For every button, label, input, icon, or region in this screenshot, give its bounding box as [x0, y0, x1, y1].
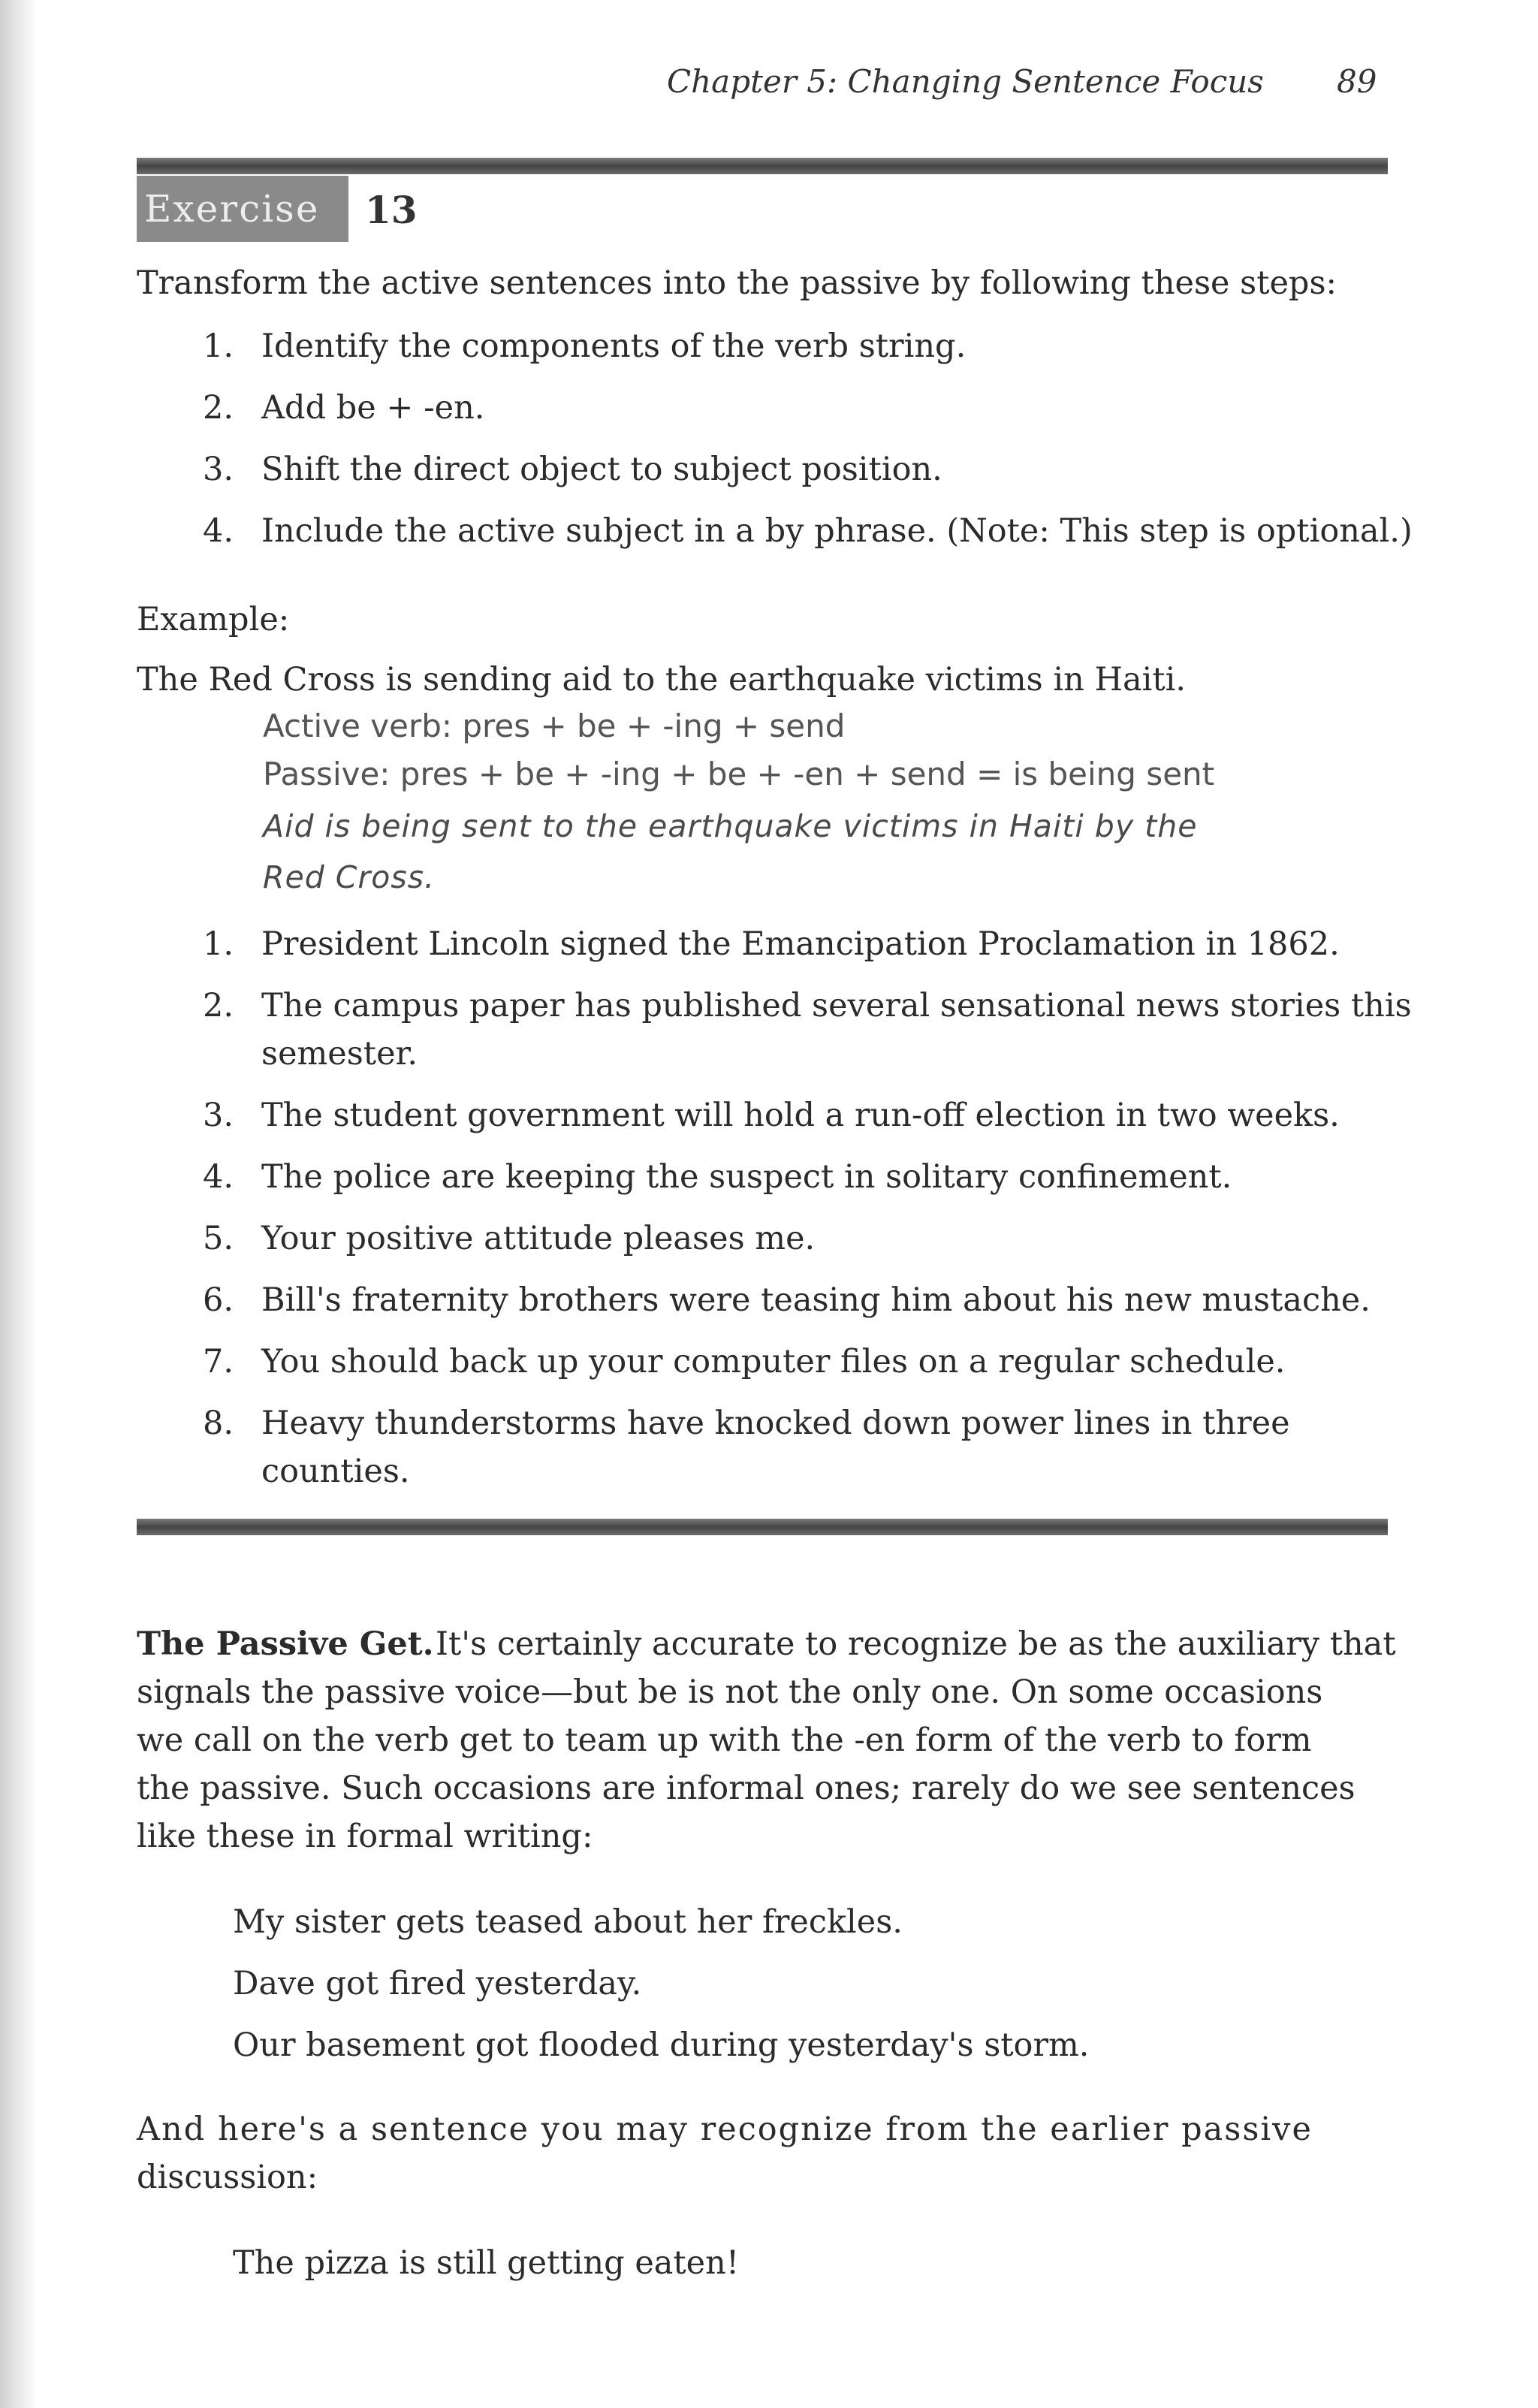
exercise-top-rule	[137, 158, 1388, 174]
example-sentence: The Red Cross is sending aid to the earthquake victims in Haiti.	[137, 661, 1187, 699]
paragraph-line: It's certainly accurate to recognize be as the auxiliary that	[436, 1625, 1396, 1663]
item-text: Heavy thunderstorms have knocked down power lines in three	[261, 1405, 1290, 1442]
step-number: 4.	[203, 512, 234, 550]
example-sentence: Dave got fired yesterday.	[233, 1965, 642, 2002]
exercise-badge-label: Exercise	[144, 187, 320, 231]
running-head: Chapter 5: Changing Sentence Focus	[667, 63, 1264, 100]
item-number: 2.	[203, 987, 234, 1024]
exercise-bottom-rule	[137, 1519, 1388, 1535]
item-number: 1.	[203, 925, 234, 963]
item-text: President Lincoln signed the Emancipation Proclamation in 1862.	[261, 925, 1340, 963]
item-text: The student government will hold a run-off election in two weeks.	[261, 1097, 1340, 1134]
paragraph-line: the passive. Such occasions are informal ones; rarely do we see sentences	[137, 1770, 1356, 1807]
step-text: Shift the direct object to subject position.	[261, 451, 942, 488]
item-number: 5.	[203, 1220, 234, 1257]
paragraph-line: And here's a sentence you may recognize from the earlier passive	[137, 2111, 1313, 2148]
step-text: Add be + -en.	[261, 389, 485, 427]
example-passive-verb: Passive: pres + be + -ing + be + -en + send = is being sent	[263, 756, 1215, 792]
step-number: 1.	[203, 327, 234, 365]
paragraph-line: we call on the verb get to team up with the -en form of the verb to form	[137, 1722, 1312, 1759]
item-number: 6.	[203, 1281, 234, 1319]
item-text: Bill's fraternity brothers were teasing him about his new mustache.	[261, 1281, 1371, 1319]
step-number: 3.	[203, 451, 234, 488]
item-number: 3.	[203, 1097, 234, 1134]
paragraph-line: discussion:	[137, 2159, 318, 2196]
item-text: The police are keeping the suspect in solitary confinement.	[261, 1158, 1232, 1196]
exercise-badge	[137, 176, 348, 242]
section-heading: The Passive Get.	[137, 1625, 434, 1663]
paragraph-line: signals the passive voice—but be is not the only one. On some occasions	[137, 1673, 1323, 1711]
exercise-number: 13	[365, 188, 418, 232]
example-sentence: Our basement got flooded during yesterday's storm.	[233, 2026, 1090, 2064]
example-active-verb: Active verb: pres + be + -ing + send	[263, 708, 846, 744]
item-text: Your positive attitude pleases me.	[261, 1220, 816, 1257]
item-text-continuation: counties.	[261, 1453, 410, 1490]
item-number: 4.	[203, 1158, 234, 1196]
example-sentence: My sister gets teased about her freckles.	[233, 1903, 903, 1941]
item-text: The campus paper has published several sensational news stories this	[261, 987, 1412, 1024]
example-label: Example:	[137, 601, 290, 638]
step-number: 2.	[203, 389, 234, 427]
final-example-sentence: The pizza is still getting eaten!	[233, 2244, 740, 2282]
step-text: Identify the components of the verb string.	[261, 327, 967, 365]
item-text-continuation: semester.	[261, 1035, 418, 1073]
item-number: 8.	[203, 1405, 234, 1442]
handwritten-answer-line-1: Aid is being sent to the earthquake victims in Haiti by the	[263, 808, 1198, 844]
exercise-intro: Transform the active sentences into the passive by following these steps:	[137, 264, 1337, 302]
page-gutter-shadow	[0, 0, 36, 2408]
paragraph-line: like these in formal writing:	[137, 1818, 593, 1855]
handwritten-answer-line-2: Red Cross.	[263, 859, 436, 895]
step-text: Include the active subject in a by phrase. (Note: This step is optional.)	[261, 512, 1413, 550]
item-number: 7.	[203, 1343, 234, 1381]
page-number: 89	[1337, 63, 1377, 100]
item-text: You should back up your computer files on a regular schedule.	[261, 1343, 1286, 1381]
